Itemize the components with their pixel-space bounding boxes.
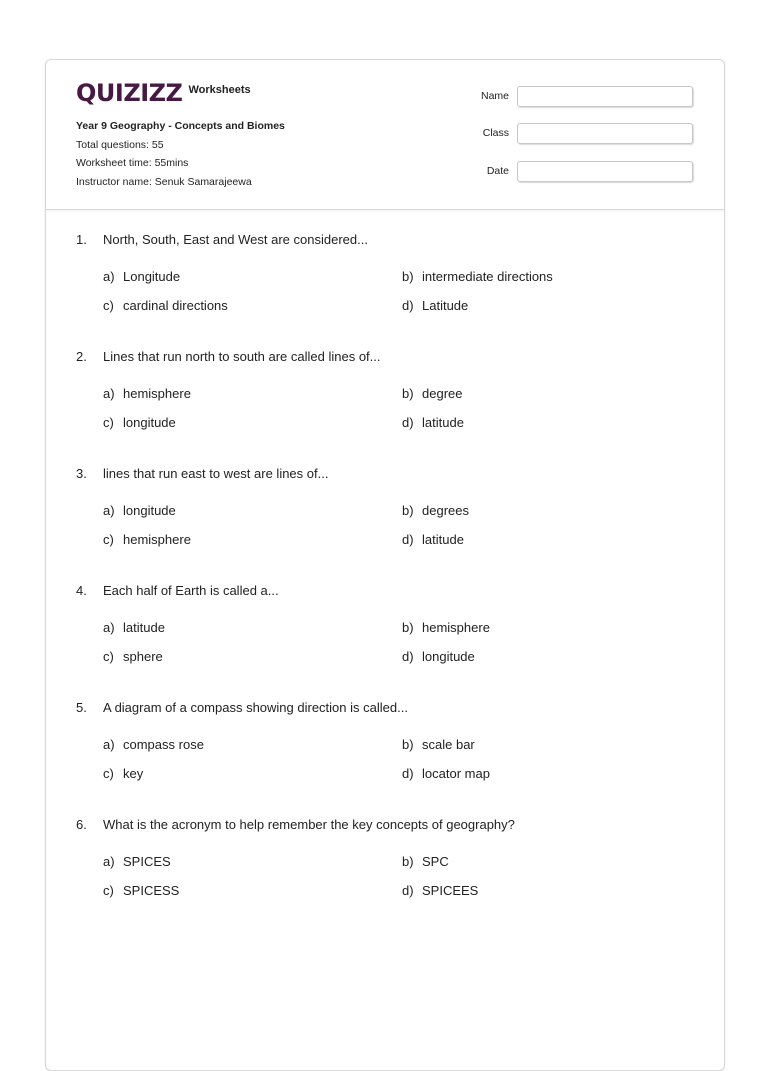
answer-option-a[interactable] bbox=[103, 854, 171, 869]
answer-option-b[interactable] bbox=[402, 854, 449, 869]
option-letter: d) bbox=[402, 532, 414, 547]
worksheet-header bbox=[46, 60, 724, 210]
question-number: 4. bbox=[76, 583, 87, 598]
option-letter: c) bbox=[103, 532, 114, 547]
option-letter: a) bbox=[103, 737, 115, 752]
option-letter: b) bbox=[402, 854, 414, 869]
option-letter: a) bbox=[103, 269, 115, 284]
option-letter: d) bbox=[402, 415, 414, 430]
answer-option-c[interactable] bbox=[103, 766, 143, 781]
question-list bbox=[76, 232, 696, 934]
option-label: hemisphere bbox=[422, 620, 490, 635]
question-text: lines that run east to west are lines of... bbox=[103, 466, 329, 481]
answer-option-c[interactable] bbox=[103, 415, 176, 430]
worksheet-card bbox=[45, 59, 725, 1071]
answer-option-d[interactable] bbox=[402, 649, 475, 664]
instructor-name: Instructor name: Senuk Samarajeewa bbox=[76, 175, 252, 188]
answer-option-a[interactable] bbox=[103, 620, 165, 635]
option-letter: c) bbox=[103, 883, 114, 898]
option-letter: b) bbox=[402, 503, 414, 518]
option-label: Latitude bbox=[422, 298, 469, 313]
worksheet-meta bbox=[76, 117, 285, 191]
answer-option-d[interactable] bbox=[402, 532, 464, 547]
option-label: key bbox=[123, 766, 144, 781]
option-letter: b) bbox=[402, 269, 414, 284]
question-number: 3. bbox=[76, 466, 87, 481]
answer-option-a[interactable] bbox=[103, 269, 180, 284]
answer-option-b[interactable] bbox=[402, 386, 462, 401]
answer-option-c[interactable] bbox=[103, 532, 191, 547]
answer-option-a[interactable] bbox=[103, 737, 204, 752]
question-item bbox=[76, 700, 696, 817]
option-label: SPC bbox=[422, 854, 449, 869]
option-letter: d) bbox=[402, 766, 414, 781]
answer-option-b[interactable] bbox=[402, 737, 475, 752]
question-item bbox=[76, 232, 696, 349]
question-text: North, South, East and West are considered... bbox=[103, 232, 368, 247]
answer-option-a[interactable] bbox=[103, 503, 176, 518]
answer-option-c[interactable] bbox=[103, 649, 163, 664]
option-label: longitude bbox=[123, 503, 176, 518]
option-letter: b) bbox=[402, 737, 414, 752]
question-text: What is the acronym to help remember the key concepts of geography? bbox=[103, 817, 515, 832]
option-label: hemisphere bbox=[123, 532, 191, 547]
option-letter: b) bbox=[402, 386, 414, 401]
name-label: Name bbox=[480, 90, 509, 102]
option-letter: a) bbox=[103, 503, 115, 518]
option-letter: c) bbox=[103, 298, 114, 313]
option-label: intermediate directions bbox=[422, 269, 553, 284]
question-item bbox=[76, 466, 696, 583]
class-label: Class bbox=[482, 127, 509, 139]
option-label: longitude bbox=[422, 649, 475, 664]
question-text: Each half of Earth is called a... bbox=[103, 583, 279, 598]
option-letter: d) bbox=[402, 883, 414, 898]
option-label: latitude bbox=[422, 415, 464, 430]
answer-option-c[interactable] bbox=[103, 298, 228, 313]
date-label: Date bbox=[486, 165, 509, 177]
question-number: 1. bbox=[76, 232, 87, 247]
option-letter: a) bbox=[103, 620, 115, 635]
option-label: locator map bbox=[422, 766, 490, 781]
answer-option-b[interactable] bbox=[402, 269, 553, 284]
option-label: hemisphere bbox=[123, 386, 191, 401]
question-text-line bbox=[76, 349, 381, 364]
total-questions: Total questions: 55 bbox=[76, 138, 164, 151]
question-item bbox=[76, 817, 696, 934]
worksheet-time: Worksheet time: 55mins bbox=[76, 157, 189, 169]
answer-option-b[interactable] bbox=[402, 620, 490, 635]
answer-option-b[interactable] bbox=[402, 503, 469, 518]
answer-option-d[interactable] bbox=[402, 883, 478, 898]
logo-product-label: Worksheets bbox=[188, 84, 251, 96]
question-number: 6. bbox=[76, 817, 87, 832]
option-label: sphere bbox=[123, 649, 163, 664]
option-label: degrees bbox=[422, 503, 469, 518]
question-text-line bbox=[76, 232, 368, 247]
option-letter: c) bbox=[103, 766, 114, 781]
answer-option-c[interactable] bbox=[103, 883, 179, 898]
question-item bbox=[76, 583, 696, 700]
option-letter: d) bbox=[402, 298, 414, 313]
answer-option-d[interactable] bbox=[402, 298, 468, 313]
option-letter: d) bbox=[402, 649, 414, 664]
question-number: 5. bbox=[76, 700, 87, 715]
question-text: A diagram of a compass showing direction is called... bbox=[103, 700, 408, 715]
option-letter: c) bbox=[103, 415, 114, 430]
logo-wordmark: QUIZIZZ bbox=[76, 79, 183, 107]
option-label: Longitude bbox=[123, 269, 181, 284]
question-text-line bbox=[76, 700, 408, 715]
question-text: Lines that run north to south are called lines of... bbox=[103, 349, 381, 364]
option-label: latitude bbox=[123, 620, 165, 635]
answer-option-a[interactable] bbox=[103, 386, 191, 401]
question-item bbox=[76, 349, 696, 466]
worksheet-title: Year 9 Geography - Concepts and Biomes bbox=[76, 120, 285, 132]
class-field[interactable] bbox=[517, 123, 693, 144]
question-text-line bbox=[76, 466, 328, 481]
option-label: SPICESS bbox=[123, 883, 180, 898]
option-label: cardinal directions bbox=[123, 298, 228, 313]
answer-option-d[interactable] bbox=[402, 415, 464, 430]
option-label: SPICES bbox=[123, 854, 171, 869]
name-field[interactable] bbox=[517, 86, 693, 107]
option-label: latitude bbox=[422, 532, 464, 547]
answer-option-d[interactable] bbox=[402, 766, 490, 781]
quizizz-logo bbox=[76, 79, 251, 107]
option-letter: a) bbox=[103, 854, 115, 869]
option-letter: b) bbox=[402, 620, 414, 635]
option-label: compass rose bbox=[123, 737, 204, 752]
question-text-line bbox=[76, 583, 279, 598]
date-field[interactable] bbox=[517, 161, 693, 182]
option-label: SPICEES bbox=[422, 883, 479, 898]
option-label: longitude bbox=[123, 415, 176, 430]
question-text-line bbox=[76, 817, 515, 832]
question-number: 2. bbox=[76, 349, 87, 364]
option-label: scale bar bbox=[422, 737, 475, 752]
option-label: degree bbox=[422, 386, 463, 401]
option-letter: a) bbox=[103, 386, 115, 401]
option-letter: c) bbox=[103, 649, 114, 664]
